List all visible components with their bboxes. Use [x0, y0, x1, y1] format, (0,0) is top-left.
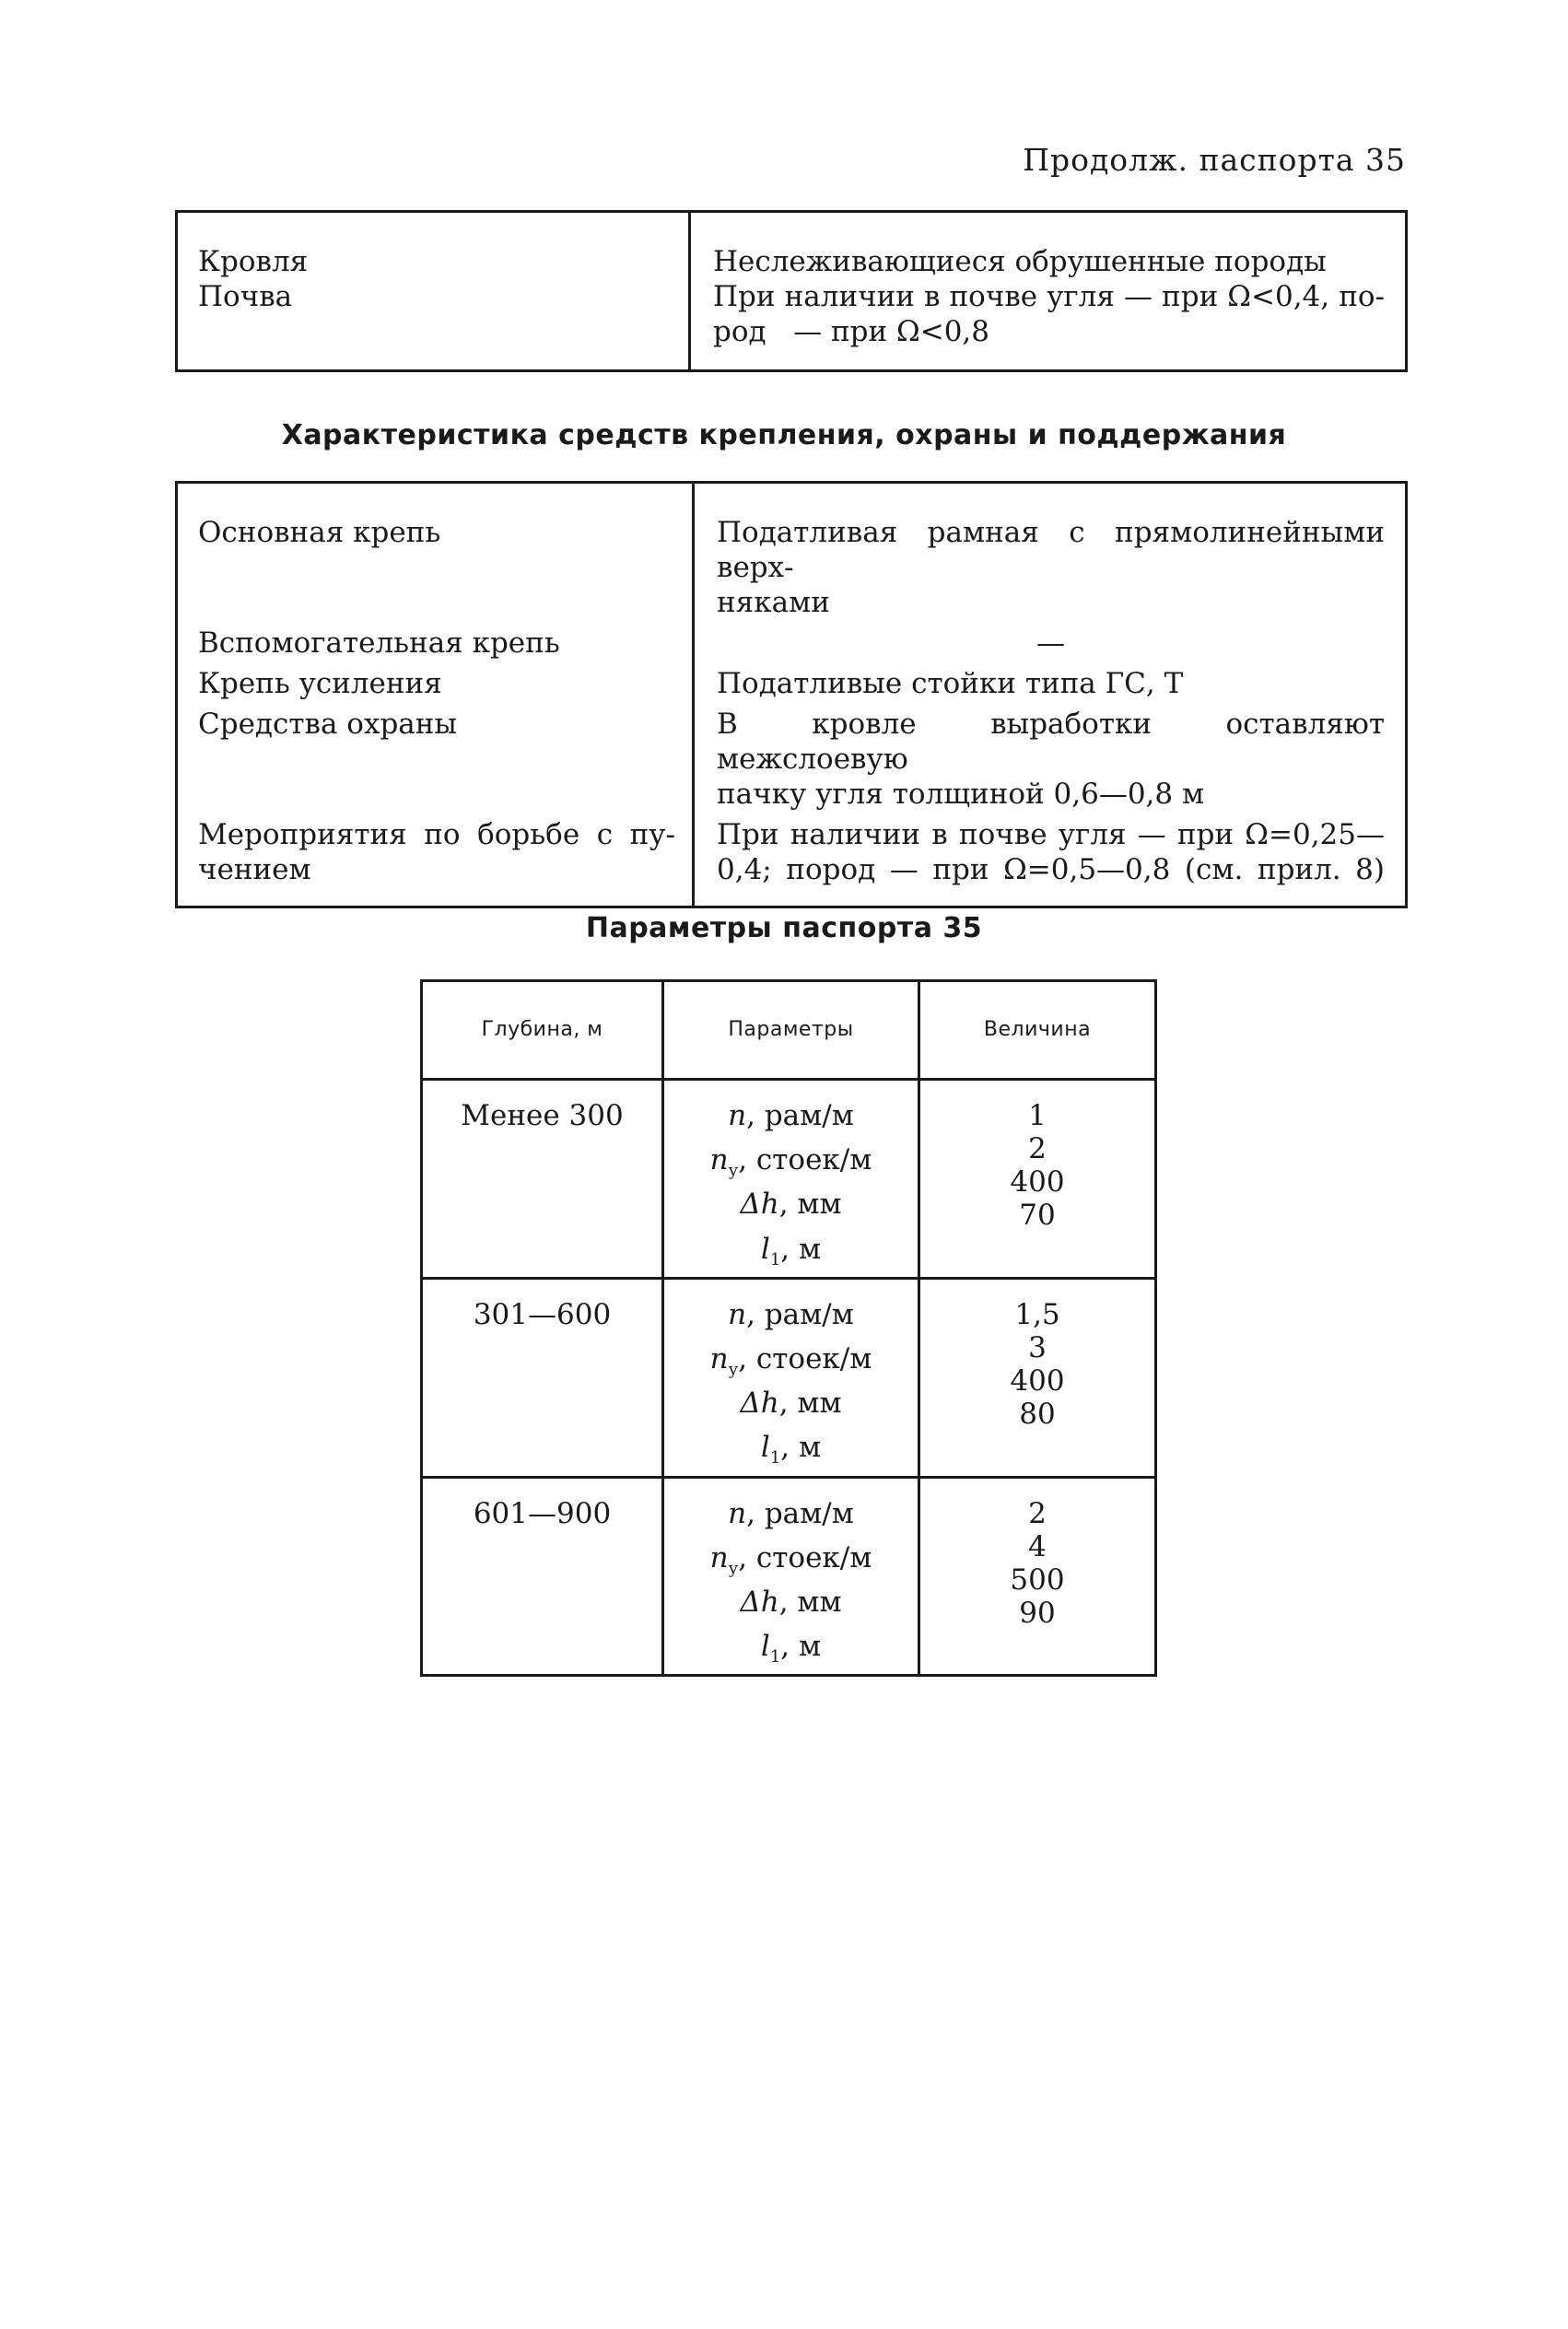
parameter-symbol: n — [728, 1099, 747, 1132]
parameter-label — [664, 1099, 918, 1143]
label-cell — [177, 620, 694, 661]
running-head: Продолж. паспорта 35 — [1023, 142, 1406, 178]
parameter-label — [664, 1233, 918, 1277]
label-cell — [177, 483, 694, 621]
value: 1,5 — [1014, 1297, 1060, 1331]
parameter-unit: , мм — [778, 1585, 842, 1619]
section-title: Параметры паспорта 35 — [585, 912, 983, 944]
parameter-subscript: 1 — [769, 1249, 781, 1270]
value: 3 — [1028, 1330, 1047, 1364]
parameter-subscript: у — [728, 1161, 739, 1181]
table-row — [422, 1278, 1156, 1477]
value: 500 — [1010, 1562, 1065, 1597]
section-title: Характеристика средств крепления, охраны и поддержания — [281, 419, 1287, 451]
parameter-unit: , рам/м — [746, 1099, 854, 1132]
value: 2 — [1028, 1132, 1047, 1165]
value: 400 — [1010, 1165, 1065, 1199]
row-label: чением — [198, 853, 311, 886]
parameter-unit: , стоек/м — [738, 1341, 872, 1375]
parameter-unit: , м — [780, 1630, 822, 1664]
row-label: Почва — [198, 280, 293, 313]
row-label: Кровля — [198, 245, 309, 278]
parameter-symbol: Δh — [740, 1188, 779, 1222]
value: 2 — [1028, 1496, 1047, 1530]
value-cell — [694, 661, 1407, 701]
row-label: Крепь усиления — [198, 667, 442, 700]
column-header: Параметры — [663, 981, 919, 1080]
row-label: Мероприятия по борьбе с пу- — [198, 818, 675, 851]
row-value: Податливая рамная с прямолинейными верх- — [717, 516, 1385, 584]
parameter-unit: , мм — [778, 1387, 842, 1421]
params-cell — [663, 1080, 919, 1279]
row-label: Вспомогательная крепь — [198, 626, 560, 660]
row-label: Средства охраны — [198, 708, 458, 741]
parameter-symbol: Δh — [740, 1387, 779, 1421]
parameter-label — [664, 1431, 918, 1475]
parameter-label — [664, 1630, 918, 1674]
header-row — [422, 981, 1156, 1080]
parameter-symbol: n — [709, 1540, 729, 1574]
parameter-subscript: 1 — [769, 1647, 781, 1668]
parameter-label — [664, 1143, 918, 1188]
parameter-symbol: l — [760, 1630, 770, 1664]
parameter-symbol: n — [728, 1297, 747, 1331]
depth-cell: 601—900 — [422, 1477, 663, 1676]
value: 4 — [1028, 1529, 1047, 1563]
table-row — [177, 812, 1407, 907]
depth-cell: Менее 300 — [422, 1080, 663, 1279]
parameter-symbol: n — [728, 1496, 747, 1530]
value-cell — [694, 620, 1407, 661]
depth-cell: 301—600 — [422, 1278, 663, 1477]
value: 400 — [1010, 1363, 1065, 1398]
table-row — [422, 1080, 1156, 1279]
parameter-symbol: Δh — [740, 1585, 779, 1619]
table-row — [422, 1477, 1156, 1676]
column-header: Величина — [919, 981, 1156, 1080]
value-cell — [694, 483, 1407, 621]
table-row — [177, 483, 1407, 621]
row-label: Основная крепь — [198, 516, 441, 549]
params-cell — [663, 1278, 919, 1477]
row-value: Податливые стойки типа ГС, Т — [717, 667, 1184, 700]
value-cell — [694, 812, 1407, 907]
value-cell — [694, 701, 1407, 812]
parameter-unit: , рам/м — [746, 1297, 854, 1331]
column-header: Глубина, м — [422, 981, 663, 1080]
parameter-unit: , рам/м — [746, 1496, 854, 1530]
value-cell — [690, 212, 1407, 371]
table-row — [177, 661, 1407, 701]
parameter-unit: , мм — [778, 1188, 842, 1222]
row-value: Неслеживающиеся обрушенные породы — [713, 245, 1327, 278]
parameter-label — [664, 1188, 918, 1232]
parameter-subscript: 1 — [769, 1448, 781, 1469]
parameter-unit: , стоек/м — [738, 1143, 872, 1177]
parameter-symbol: n — [709, 1143, 729, 1177]
row-value: 0,4; пород — при Ω=0,5—0,8 (см. прил. 8) — [717, 853, 1385, 886]
roof-floor-table — [175, 210, 1408, 372]
parameter-subscript: у — [728, 1360, 739, 1380]
parameter-label — [664, 1342, 918, 1387]
params-cell — [663, 1477, 919, 1676]
parameter-symbol: n — [709, 1341, 729, 1375]
parameter-unit: , стоек/м — [738, 1540, 872, 1574]
parameter-label — [664, 1497, 918, 1541]
parameter-unit: , м — [780, 1431, 822, 1465]
label-cell — [177, 812, 694, 907]
label-cell — [177, 661, 694, 701]
parameter-unit: , м — [780, 1232, 822, 1266]
row-value: род — при Ω<0,8 — [713, 315, 990, 348]
values-cell — [919, 1477, 1156, 1676]
row-value: В кровле выработки оставляют межслоевую — [717, 708, 1385, 776]
parameter-label — [664, 1387, 918, 1431]
parameter-label — [664, 1586, 918, 1630]
value: 90 — [1019, 1596, 1056, 1630]
label-cell — [177, 701, 694, 812]
row-value: При наличии в почве угля — при Ω<0,4, по- — [713, 280, 1385, 313]
parameters-table — [420, 979, 1157, 1677]
parameter-label — [664, 1298, 918, 1342]
value: 1 — [1028, 1099, 1047, 1132]
support-table — [175, 481, 1408, 908]
values-cell — [919, 1278, 1156, 1477]
row-value: — — [1036, 626, 1065, 660]
row-value: няками — [717, 586, 830, 619]
parameter-symbol: l — [760, 1431, 770, 1465]
value: 80 — [1019, 1397, 1056, 1431]
label-cell — [177, 212, 690, 371]
parameter-symbol: l — [760, 1232, 770, 1266]
row-value: При наличии в почве угля — при Ω=0,25— — [717, 818, 1385, 851]
parameter-label — [664, 1541, 918, 1586]
value: 70 — [1019, 1199, 1056, 1232]
table-row — [177, 620, 1407, 661]
table-row — [177, 701, 1407, 812]
row-value: пачку угля толщиной 0,6—0,8 м — [717, 778, 1205, 811]
parameter-subscript: у — [728, 1558, 739, 1578]
values-cell — [919, 1080, 1156, 1279]
